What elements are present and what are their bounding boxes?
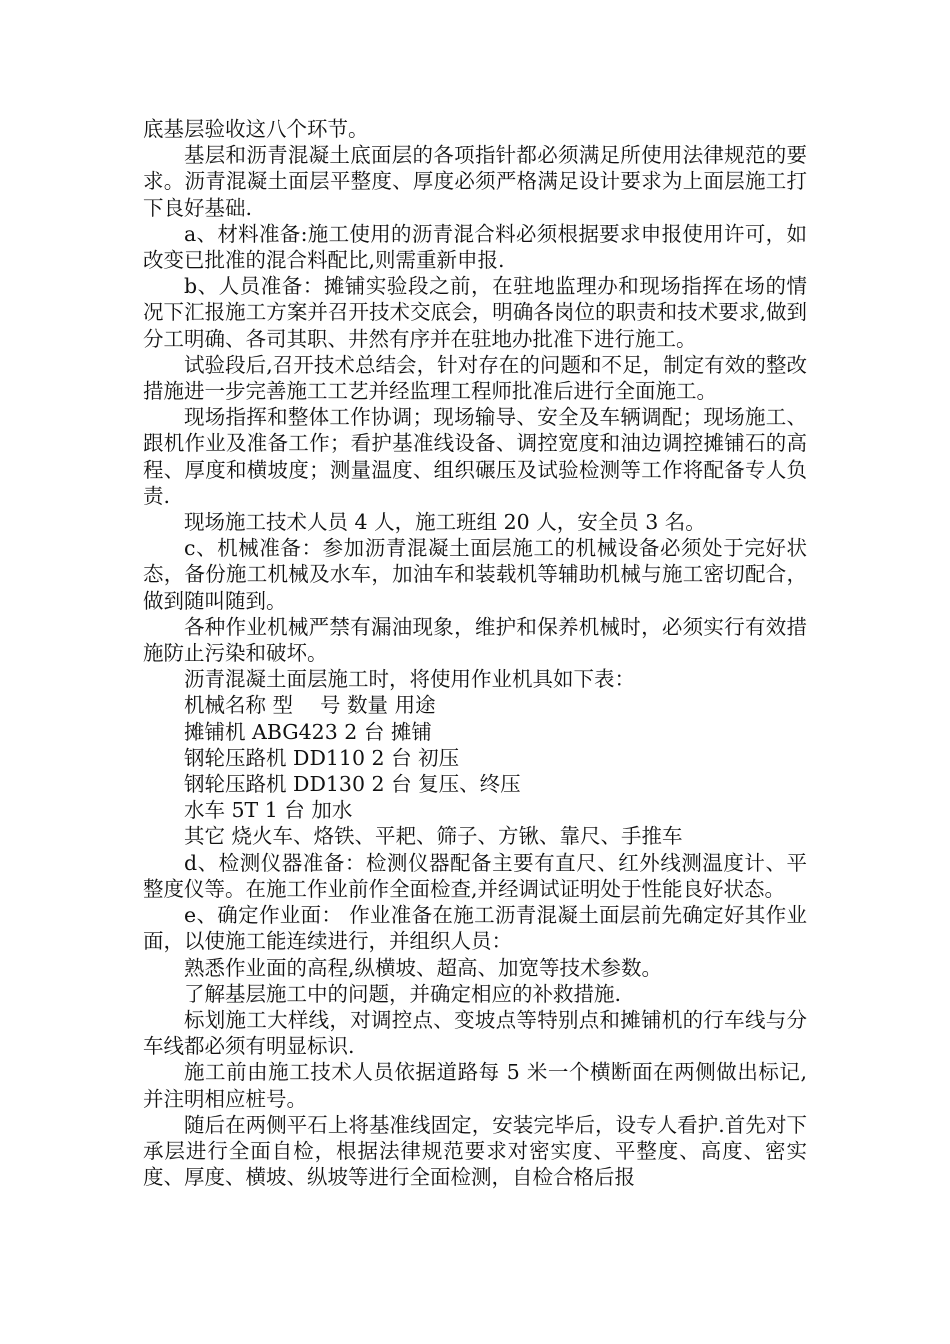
paragraph: c、机械准备：参加沥青混凝土面层施工的机械设备必须处于完好状态，备份施工机械及水车，加油车和装载机等辅助机械与施工密切配合，做到随叫随到。: [143, 536, 807, 613]
paragraph: b、人员准备：摊铺实验段之前，在驻地监理办和现场指挥在场的情况下汇报施工方案并召开技术交底会，明确各岗位的职责和技术要求,做到分工明确、各司其职、井然有序并在驻地办批准下进行施工。: [143, 274, 807, 351]
paragraph: 熟悉作业面的高程,纵横坡、超高、加宽等技术参数。: [184, 955, 663, 980]
equipment-table-row: 钢轮压路机 DD110 2 台 初压: [184, 745, 460, 770]
paragraph: 随后在两侧平石上将基准线固定，安装完毕后，设专人看护.首先对下承层进行全面自检，根据法律规范要求对密实度、平整度、高度、密实度、厚度、横坡、纵坡等进行全面检测，自检合格后报: [143, 1112, 807, 1190]
paragraph: 施工前由施工技术人员依据道路每 5 米一个横断面在两侧做出标记,并注明相应桩号。: [143, 1060, 807, 1111]
paragraph: 沥青混凝土面层施工时，将使用作业机具如下表：: [184, 667, 635, 692]
paragraph: e、确定作业面： 作业准备在施工沥青混凝土面层前先确定好其作业面，以使施工能连续进行，并组织人员：: [143, 903, 807, 954]
equipment-table-header: 机械名称 型 号 数量 用途: [184, 693, 436, 718]
paragraph: 现场施工技术人员 4 人，施工班组 20 人，安全员 3 名。: [184, 510, 706, 535]
paragraph: a、材料准备:施工使用的沥青混合料必须根据要求申报使用许可，如改变已批准的混合料配比,则需重新申报.: [143, 221, 807, 273]
paragraph: 现场指挥和整体工作协调；现场输导、安全及车辆调配；现场施工、跟机作业及准备工作；看护基准线设备、调控宽度和油边调控摊铺石的高程、厚度和横坡度；测量温度、组织碾压及试验检测等工作将配备专人负责.: [143, 405, 807, 508]
paragraph: 基层和沥青混凝土底面层的各项指针都必须满足所使用法律规范的要求。沥青混凝土面层平整度、厚度必须严格满足设计要求为上面层施工打下良好基础.: [143, 143, 807, 220]
equipment-table-row: 摊铺机 ABG423 2 台 摊铺: [184, 719, 432, 744]
paragraph: 底基层验收这八个环节。: [143, 117, 369, 141]
paragraph: 标划施工大样线，对调控点、变坡点等特别点和摊铺机的行车线与分车线都必须有明显标识.: [143, 1007, 807, 1059]
equipment-table-row: 水车 5T 1 台 加水: [184, 798, 353, 823]
paragraph: d、检测仪器准备：检测仪器配备主要有直尺、红外线测温度计、平整度仪等。在施工作业前作全面检查,并经调试证明处于性能良好状态。: [143, 850, 807, 901]
equipment-table-row: 钢轮压路机 DD130 2 台 复压、终压: [184, 772, 521, 797]
paragraph: 各种作业机械严禁有漏油现象，维护和保养机械时，必须实行有效措施防止污染和破坏。: [143, 614, 807, 666]
paragraph: 试验段后,召开技术总结会，针对存在的问题和不足，制定有效的整改措施进一步完善施工工艺并经监理工程师批准后进行全面施工。: [143, 352, 807, 404]
document-body: [143, 116, 807, 1190]
paragraph: 了解基层施工中的问题，并确定相应的补救措施.: [184, 981, 622, 1006]
equipment-table-row: 其它 烧火车、烙铁、平耙、筛子、方锹、靠尺、手推车: [184, 824, 683, 849]
